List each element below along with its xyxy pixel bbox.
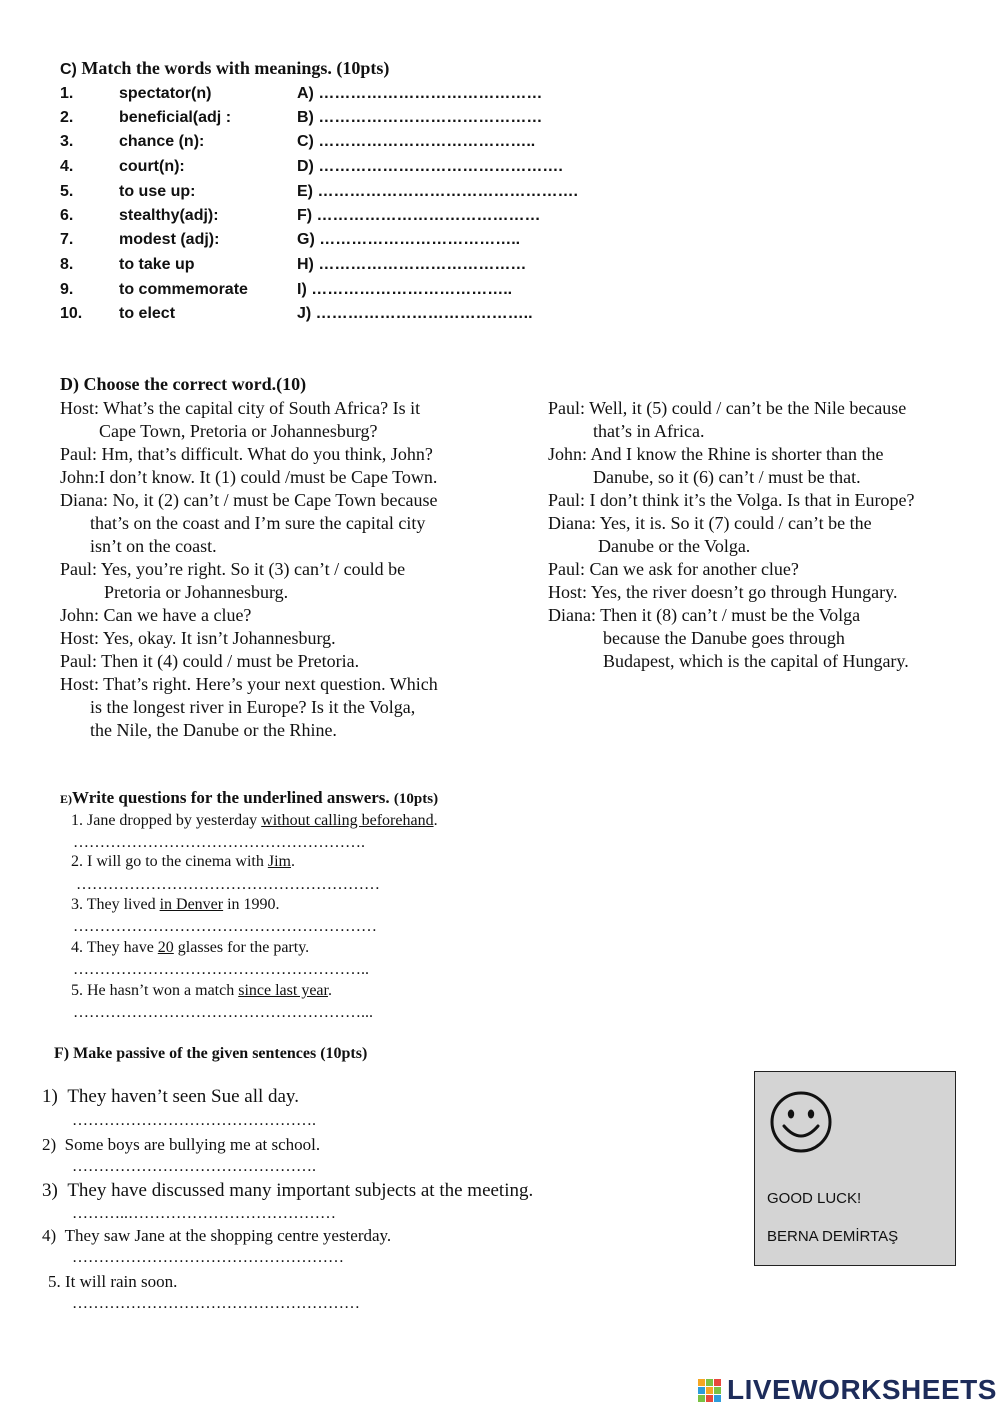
- dialogue-line: the Nile, the Danube or the Rhine.: [90, 720, 337, 740]
- answer-blank-3[interactable]: …………………………………………………: [73, 918, 377, 935]
- passive-answer-blank-5[interactable]: ………………………………………………: [72, 1295, 360, 1312]
- question-text: 1. Jane dropped by yesterday: [71, 812, 262, 829]
- dialogue-line: Cape Town, Pretoria or Johannesburg?: [99, 421, 378, 441]
- dialogue-line: Diana: No, it (2) can’t / must be Cape Town because: [60, 490, 438, 510]
- match-word: modest (adj):: [119, 231, 220, 248]
- question-1: [71, 812, 438, 830]
- passive-item-2: [42, 1135, 320, 1155]
- dialogue-line: is the longest river in Europe? Is it the Volga,: [90, 697, 416, 717]
- question-text: 5. He hasn’t won a match: [71, 982, 239, 999]
- section-d-title: D) Choose the correct word.(10): [60, 374, 307, 394]
- question-3: [71, 896, 280, 914]
- match-word: to use up:: [119, 183, 196, 200]
- passive-answer-blank-4[interactable]: ……………………………………………: [72, 1249, 344, 1266]
- underlined-answer: without calling beforehand: [261, 812, 434, 829]
- dialogue-line: Paul: Can we ask for another clue?: [548, 559, 799, 579]
- question-2: [71, 853, 295, 871]
- section-e-letter: E): [60, 792, 72, 806]
- match-item-2: [60, 109, 580, 133]
- item-number: 3): [42, 1180, 58, 1201]
- logo-blocks-icon: [697, 1378, 723, 1406]
- item-number: 4): [42, 1226, 57, 1245]
- match-answer-blank[interactable]: J) …………………………………..: [297, 305, 533, 322]
- underlined-answer: Jim: [267, 853, 291, 870]
- dialogue-line: Paul: I don’t think it’s the Volga. Is that in Europe?: [548, 490, 915, 510]
- section-f-title: F) Make passive of the given sentences (10pts): [54, 1045, 368, 1062]
- match-item-4: [60, 158, 580, 182]
- passive-answer-blank-3[interactable]: ………..…………………………………: [72, 1205, 336, 1222]
- passive-item-1: [42, 1086, 299, 1108]
- match-item-5: [60, 183, 580, 207]
- dialogue-line: Budapest, which is the capital of Hungary.: [603, 651, 909, 671]
- section-e-points: (10pts): [393, 791, 439, 807]
- section-e-title: [60, 788, 438, 808]
- answer-blank-4[interactable]: ………………………………………………..: [73, 961, 369, 978]
- match-number: 8.: [60, 256, 74, 273]
- underlined-answer: since last year: [238, 982, 328, 999]
- passive-item-4: [42, 1226, 391, 1246]
- match-answer-blank[interactable]: B) ……………………………………: [297, 109, 543, 126]
- question-text: 3. They lived: [71, 896, 160, 913]
- dialogue-line: because the Danube goes through: [603, 628, 845, 648]
- item-text: They saw Jane at the shopping centre yesterday.: [64, 1226, 392, 1245]
- section-e-title-text: Write questions for the underlined answers.: [72, 788, 390, 807]
- question-text: 2. I will go to the cinema with: [71, 853, 268, 870]
- logo-text: LIVEWORKSHEETS: [727, 1374, 997, 1405]
- passive-item-3: [42, 1180, 533, 1202]
- author-name: BERNA DEMİRTAŞ: [767, 1228, 899, 1245]
- match-item-3: [60, 133, 580, 157]
- dialogue-line: Danube or the Volga.: [598, 536, 751, 556]
- answer-blank-5[interactable]: ………………………………………………...: [73, 1004, 373, 1021]
- match-word: to elect: [119, 305, 176, 322]
- match-number: 7.: [60, 231, 74, 248]
- dialogue-line: Paul: Yes, you’re right. So it (3) can’t / could be: [60, 559, 406, 579]
- match-answer-blank[interactable]: A) ……………………………………: [297, 85, 543, 102]
- dialogue-line: John: Can we have a clue?: [60, 605, 252, 625]
- underlined-answer: 20: [157, 939, 174, 956]
- section-c-title-text: Match the words with meanings. (10pts): [81, 58, 390, 78]
- section-c-letter: C): [60, 61, 77, 78]
- match-word: spectator(n): [119, 85, 212, 102]
- match-word: stealthy(adj):: [119, 207, 219, 224]
- dialogue-line: Host: That’s right. Here’s your next question. Which: [60, 674, 438, 694]
- question-5: [71, 982, 332, 1000]
- item-number: 5.: [48, 1272, 61, 1291]
- match-item-7: [60, 231, 580, 255]
- match-word: court(n):: [119, 158, 185, 175]
- question-text-end: .: [290, 853, 295, 870]
- dialogue-line: that’s in Africa.: [593, 421, 705, 441]
- dialogue-line: isn’t on the coast.: [90, 536, 217, 556]
- dialogue-line: John:I don’t know. It (1) could /must be Cape Town.: [60, 467, 438, 487]
- dialogue-line: Diana: Yes, it is. So it (7) could / can’t be the: [548, 513, 872, 533]
- match-word: beneficial(adj :: [119, 109, 232, 126]
- question-text-end: .: [433, 812, 438, 829]
- match-number: 4.: [60, 158, 74, 175]
- good-luck-text: GOOD LUCK!: [767, 1190, 862, 1207]
- dialogue-line: Host: What’s the capital city of South Africa? Is it: [60, 398, 421, 418]
- dialogue-line: Paul: Well, it (5) could / can’t be the Nile because: [548, 398, 907, 418]
- match-number: 2.: [60, 109, 74, 126]
- dialogue-line: Host: Yes, okay. It isn’t Johannesburg.: [60, 628, 336, 648]
- match-answer-blank[interactable]: G) ………………………………..: [297, 231, 521, 248]
- match-number: 6.: [60, 207, 74, 224]
- item-text: Some boys are bullying me at school.: [64, 1135, 321, 1154]
- match-answer-blank[interactable]: I) ………………………………..: [297, 281, 513, 298]
- match-item-6: [60, 207, 580, 231]
- passive-answer-blank-1[interactable]: ……………………………………….: [72, 1112, 316, 1129]
- dialogue-line: that’s on the coast and I’m sure the capital city: [90, 513, 426, 533]
- dialogue-line: Paul: Hm, that’s difficult. What do you think, John?: [60, 444, 433, 464]
- question-4: [71, 939, 309, 957]
- match-number: 5.: [60, 183, 74, 200]
- underlined-answer: in Denver: [159, 896, 224, 913]
- match-number: 10.: [60, 305, 83, 322]
- match-answer-blank[interactable]: H) …………………………………: [297, 256, 527, 273]
- item-text: They haven’t seen Sue all day.: [67, 1086, 299, 1107]
- answer-blank-2[interactable]: …………………………………………………: [76, 876, 380, 893]
- match-answer-blank[interactable]: D) ……………………………………….: [297, 158, 563, 175]
- match-item-9: [60, 281, 580, 305]
- match-number: 9.: [60, 281, 74, 298]
- item-text: It will rain soon.: [65, 1272, 178, 1291]
- smiley-face-icon: [769, 1090, 833, 1154]
- question-text: 4. They have: [71, 939, 158, 956]
- dialogue-line: Danube, so it (6) can’t / must be that.: [593, 467, 861, 487]
- section-c-title: [60, 58, 389, 79]
- match-word: to commemorate: [119, 281, 248, 298]
- dialogue-line: Diana: Then it (8) can’t / must be the Volga: [548, 605, 861, 625]
- passive-answer-blank-2[interactable]: ……………………………………….: [72, 1158, 316, 1175]
- match-answer-blank[interactable]: C) …………………………………..: [297, 133, 536, 150]
- match-word: chance (n):: [119, 133, 205, 150]
- item-text: They have discussed many important subjects at the meeting.: [67, 1180, 534, 1201]
- liveworksheets-logo: [697, 1374, 997, 1410]
- question-text-end: glasses for the party.: [173, 939, 310, 956]
- match-number: 3.: [60, 133, 74, 150]
- match-word: to take up: [119, 256, 195, 273]
- good-luck-box: [754, 1071, 956, 1266]
- question-text-end: in 1990.: [223, 896, 280, 913]
- match-item-8: [60, 256, 580, 280]
- match-item-10: [60, 305, 580, 329]
- dialogue-line: Pretoria or Johannesburg.: [104, 582, 289, 602]
- match-number: 1.: [60, 85, 74, 102]
- match-answer-blank[interactable]: E) ………………………………………….: [297, 183, 578, 200]
- item-number: 1): [42, 1086, 58, 1107]
- passive-item-5: [48, 1272, 177, 1292]
- item-number: 2): [42, 1135, 57, 1154]
- question-text-end: .: [327, 982, 332, 999]
- match-item-1: [60, 85, 580, 109]
- dialogue-line: Host: Yes, the river doesn’t go through Hungary.: [548, 582, 898, 602]
- answer-blank-1[interactable]: ……………………………………………….: [73, 834, 365, 851]
- dialogue-line: Paul: Then it (4) could / must be Pretoria.: [60, 651, 360, 671]
- dialogue-line: John: And I know the Rhine is shorter than the: [548, 444, 884, 464]
- match-answer-blank[interactable]: F) ……………………………………: [297, 207, 541, 224]
